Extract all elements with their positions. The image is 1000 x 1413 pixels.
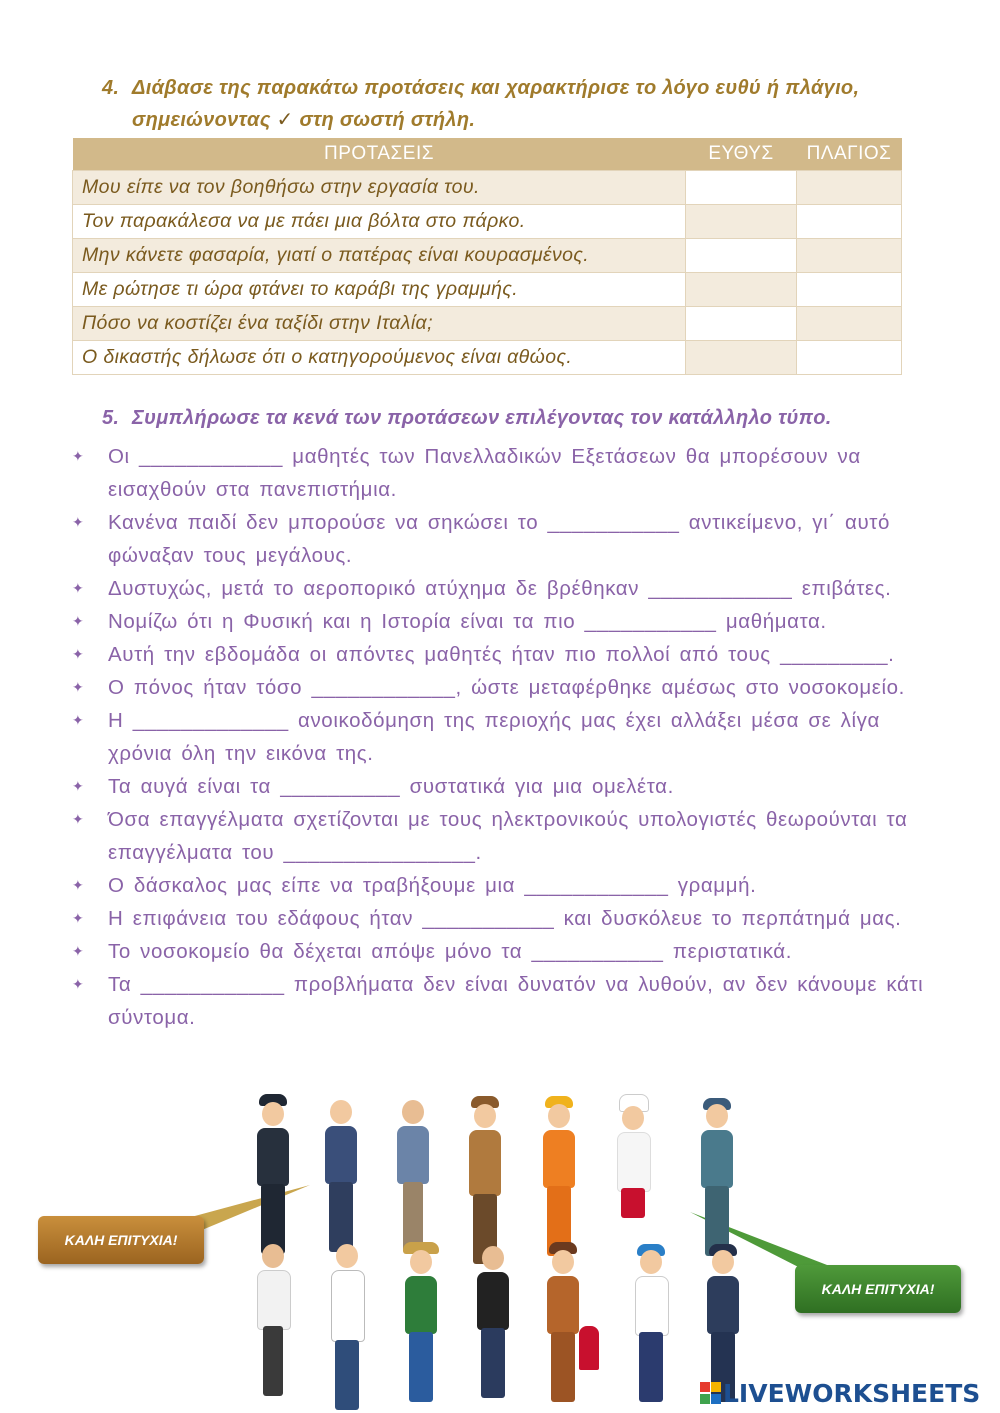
list-item <box>72 803 928 869</box>
pin-bullet-icon: ✦ <box>72 877 85 893</box>
pin-bullet-icon: ✦ <box>72 778 85 794</box>
header-direct: ΕΥΘΥΣ <box>686 138 797 171</box>
pin-bullet-icon: ✦ <box>72 943 85 959</box>
fill-in-sentence[interactable]: Η _____________ ανοικοδόμηση της περιοχής μας έχει αλλάξει μέσα σε λίγα χρόνια όλη την εικόνα της. <box>108 709 880 765</box>
direct-answer-box[interactable] <box>686 307 797 341</box>
fill-in-sentence[interactable]: Η επιφάνεια του εδάφους ήταν ___________ και δυσκόλευε το περπάτημά μας. <box>108 907 902 930</box>
indirect-answer-box[interactable] <box>797 171 902 205</box>
list-item <box>72 770 928 803</box>
table-row <box>73 205 902 239</box>
fill-in-sentence[interactable]: Όσα επαγγέλματα σχετίζονται με τους ηλεκτρονικούς υπολογιστές θεωρούνται τα επαγγέλματα του ________________. <box>108 808 908 864</box>
pin-bullet-icon: ✦ <box>72 976 85 992</box>
list-item <box>72 671 928 704</box>
liveworksheets-logo <box>700 1380 980 1406</box>
table-row <box>73 307 902 341</box>
indirect-answer-box[interactable] <box>797 273 902 307</box>
indirect-answer-box[interactable] <box>797 205 902 239</box>
header-indirect: ΠΛΑΓΙΟΣ <box>797 138 902 171</box>
pin-bullet-icon: ✦ <box>72 910 85 926</box>
fill-in-sentence[interactable]: Τα ____________ προβλήματα δεν είναι δυνατόν να λυθούν, αν δεν κάνουμε κάτι σύντομα. <box>108 973 924 1029</box>
list-item <box>72 968 928 1034</box>
sentence-cell: Με ρώτησε τι ώρα φτάνει το καράβι της γραμμής. <box>73 273 686 307</box>
speech-classification-table <box>72 138 902 375</box>
check-mark-icon: ✓ <box>276 109 294 131</box>
indirect-answer-box[interactable] <box>797 307 902 341</box>
list-item <box>72 704 928 770</box>
good-luck-callout-left: ΚΑΛΗ ΕΠΙΤΥΧΙΑ! <box>38 1216 204 1264</box>
fill-in-sentence[interactable]: Κανένα παιδί δεν μπορούσε να σηκώσει το ___________ αντικείμενο, γι΄ αυτό φώναξαν τους μεγάλους. <box>108 511 890 567</box>
list-item <box>72 572 928 605</box>
list-item <box>72 902 928 935</box>
sentence-cell: Πόσο να κοστίζει ένα ταξίδι στην Ιταλία; <box>73 307 686 341</box>
exercise-4-instruction-line2-start: σημειώνοντας <box>132 109 271 131</box>
fill-in-sentence[interactable]: Νομίζω ότι η Φυσική και η Ιστορία είναι τα πιο ___________ μαθήματα. <box>108 610 827 633</box>
fill-in-sentence[interactable]: Το νοσοκομείο θα δέχεται απόψε μόνο τα ___________ περιστατικά. <box>108 940 793 963</box>
pin-bullet-icon: ✦ <box>72 514 85 530</box>
table-row <box>73 239 902 273</box>
direct-answer-box[interactable] <box>686 273 797 307</box>
pin-bullet-icon: ✦ <box>72 679 85 695</box>
pin-bullet-icon: ✦ <box>72 448 85 464</box>
table-header-row <box>73 138 902 171</box>
exercise-4-instruction <box>102 72 924 136</box>
list-item <box>72 869 928 902</box>
list-item <box>72 440 928 506</box>
sentence-cell: Τον παρακάλεσα να με πάει μια βόλτα στο πάρκο. <box>73 205 686 239</box>
professions-illustration <box>245 1090 765 1380</box>
direct-answer-box[interactable] <box>686 239 797 273</box>
fill-in-sentence[interactable]: Τα αυγά είναι τα __________ συστατικά για μια ομελέτα. <box>108 775 674 798</box>
exercise-5-instruction <box>102 407 922 430</box>
liveworksheets-wordmark: LIVEWORKSHEETS <box>723 1378 981 1408</box>
list-item <box>72 638 928 671</box>
sentence-cell: Μην κάνετε φασαρία, γιατί ο πατέρας είναι κουρασμένος. <box>73 239 686 273</box>
exercise-5-instruction-text: Συμπλήρωσε τα κενά των προτάσεων επιλέγοντας τον κατάλληλο τύπο. <box>132 407 832 429</box>
fill-in-list <box>72 440 928 1034</box>
exercise-4-instruction-line2-end: στη σωστή στήλη. <box>299 109 476 131</box>
fill-in-sentence[interactable]: Ο δάσκαλος μας είπε να τραβήξουμε μια ____________ γραμμή. <box>108 874 757 897</box>
fill-in-sentence[interactable]: Δυστυχώς, μετά το αεροπορικό ατύχημα δε βρέθηκαν ____________ επιβάτες. <box>108 577 892 600</box>
pin-bullet-icon: ✦ <box>72 712 85 728</box>
list-item <box>72 605 928 638</box>
pin-bullet-icon: ✦ <box>72 646 85 662</box>
fill-in-sentence[interactable]: Οι ____________ μαθητές των Πανελλαδικών Εξετάσεων θα μπορέσουν να εισαχθούν στα πανεπιστήμια. <box>108 445 861 501</box>
list-item <box>72 935 928 968</box>
good-luck-callout-right: ΚΑΛΗ ΕΠΙΤΥΧΙΑ! <box>795 1265 961 1313</box>
direct-answer-box[interactable] <box>686 171 797 205</box>
indirect-answer-box[interactable] <box>797 341 902 375</box>
indirect-answer-box[interactable] <box>797 239 902 273</box>
sentence-cell: Μου είπε να τον βοηθήσω στην εργασία του. <box>73 171 686 205</box>
direct-answer-box[interactable] <box>686 341 797 375</box>
header-sentences: ΠΡΟΤΑΣΕΙΣ <box>73 138 686 171</box>
direct-answer-box[interactable] <box>686 205 797 239</box>
list-item <box>72 506 928 572</box>
fill-in-sentence[interactable]: Αυτή την εβδομάδα οι απόντες μαθητές ήταν πιο πολλοί από τους _________. <box>108 643 895 666</box>
table-row <box>73 341 902 375</box>
pin-bullet-icon: ✦ <box>72 613 85 629</box>
pin-bullet-icon: ✦ <box>72 580 85 596</box>
exercise-4-instruction-line1: Διάβασε της παρακάτω προτάσεις και χαρακτήρισε το λόγο ευθύ ή πλάγιο, <box>132 77 860 99</box>
exercise-4-number: 4. <box>102 77 120 99</box>
fill-in-sentence[interactable]: Ο πόνος ήταν τόσο ____________, ώστε μεταφέρθηκε αμέσως στο νοσοκομείο. <box>108 676 905 699</box>
table-row <box>73 171 902 205</box>
exercise-5-number: 5. <box>102 407 120 429</box>
table-row <box>73 273 902 307</box>
pin-bullet-icon: ✦ <box>72 811 85 827</box>
sentence-cell: Ο δικαστής δήλωσε ότι ο κατηγορούμενος είναι αθώος. <box>73 341 686 375</box>
liveworksheets-logo-icon <box>700 1382 720 1404</box>
